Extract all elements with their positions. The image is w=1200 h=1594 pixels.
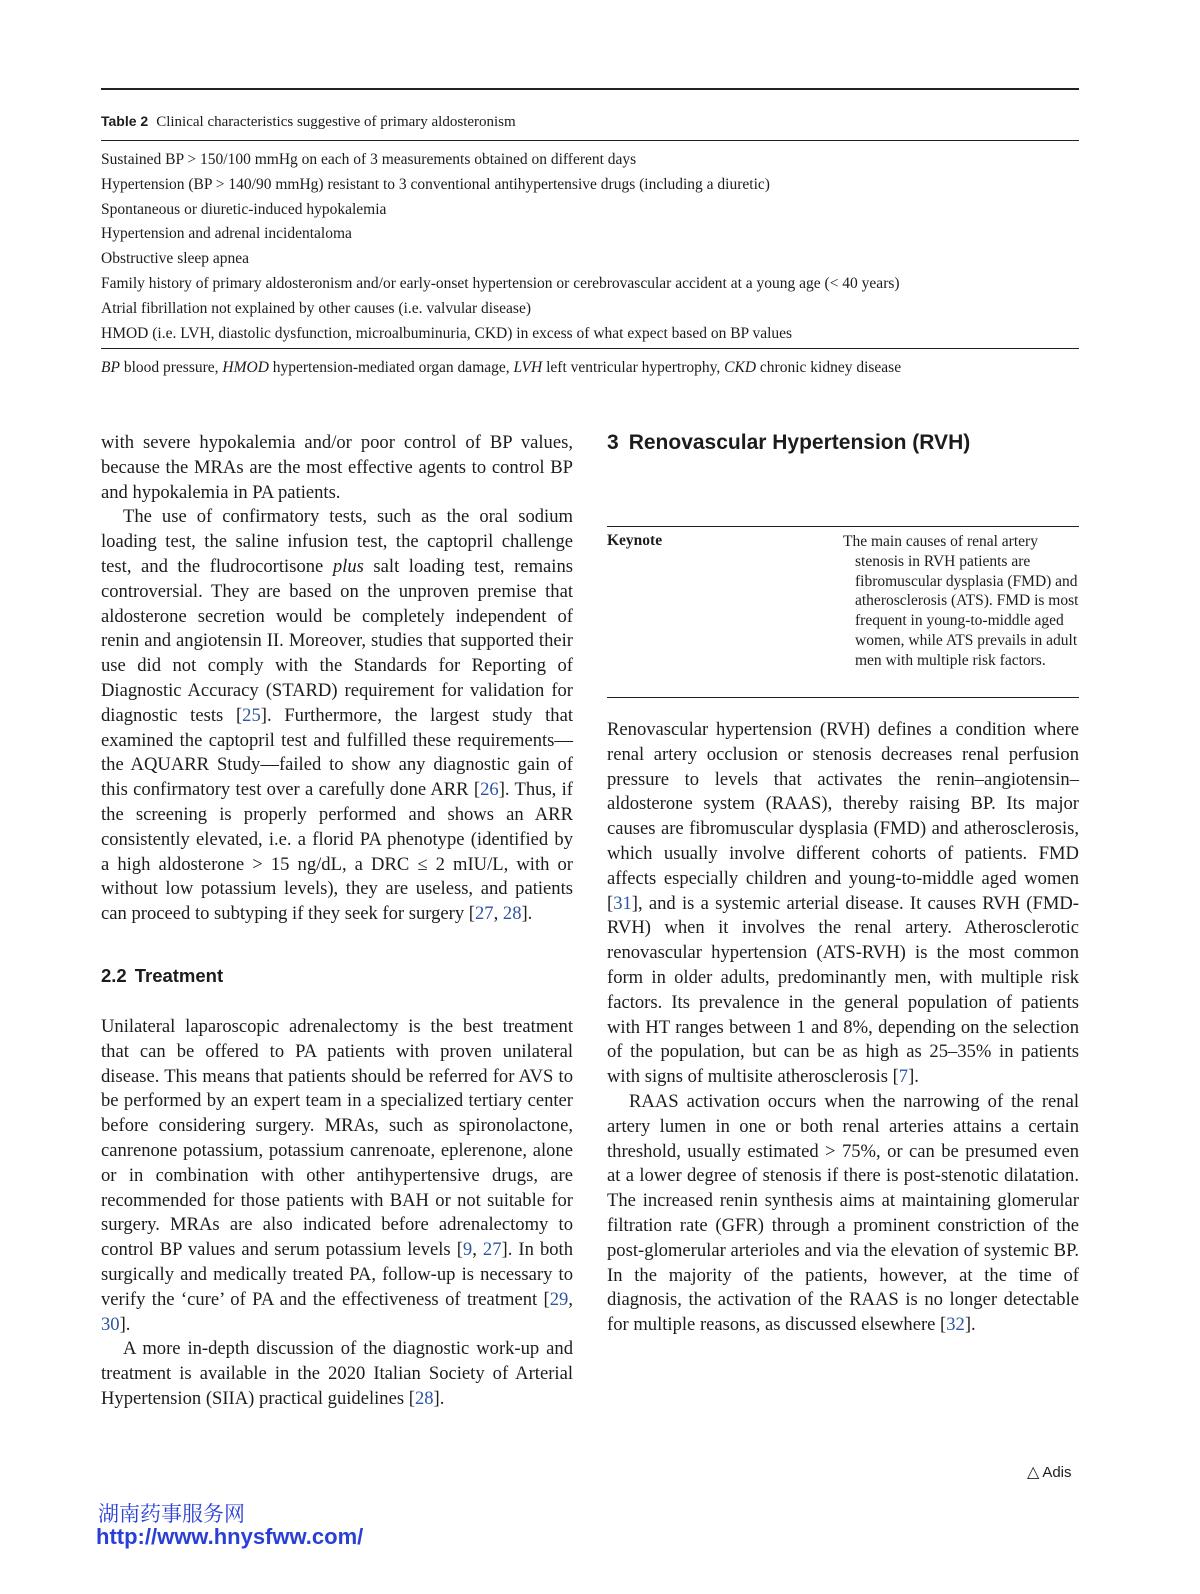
citation-link[interactable]: 26 bbox=[480, 779, 499, 801]
citation-link[interactable]: 7 bbox=[898, 1066, 909, 1088]
table-row: Hypertension (BP > 140/90 mmHg) resistant to 3 conventional antihypertensive drugs (including a diuretic) bbox=[101, 175, 770, 193]
paragraph: with severe hypokalemia and/or poor control of BP values, because the MRAs are the most effective agents to control BP and hypokalemia in PA patients. bbox=[101, 432, 573, 503]
section-heading-treatment: 2.2 Treatment bbox=[101, 965, 224, 986]
keynote-bottom-rule bbox=[607, 697, 1079, 698]
citation-link[interactable]: 32 bbox=[946, 1314, 965, 1336]
paragraph: RAAS activation occurs when the narrowing of the renal artery lumen in one or both renal arteries attains a certain threshold, usually estimated > 75%, or can be presumed even at a lower degree of stenosis if there is post-stenotic dilatation. The increased renin synthesis aims at maintaining glomerular filtration rate (GFR) through a prominent constriction of the post-glomerular arterioles and via the elevation of systemic BP. In the majority of the patients, however, at the time of diagnosis, the activation of the RAAS is no longer detectable for multiple reasons, as discussed elsewhere [32]. bbox=[607, 1090, 1079, 1336]
table-caption bbox=[101, 113, 516, 131]
keynote-text: The main causes of renal artery stenosis in RVH patients are fibromuscular dysplasia (FMD) and atherosclerosis (ATS). FMD is most frequent in young-to-middle aged women, while ATS prevails in adult men with multiple risk factors. bbox=[843, 533, 1079, 669]
table-top-rule bbox=[101, 88, 1079, 90]
table-row: Spontaneous or diuretic-induced hypokalemia bbox=[101, 200, 387, 218]
keynote-top-rule bbox=[607, 526, 1079, 527]
table-row: Hypertension and adrenal incidentaloma bbox=[101, 225, 352, 243]
publisher-logo bbox=[1027, 1462, 1072, 1482]
paragraph: A more in-depth discussion of the diagnostic work-up and treatment is available in the 2020 Italian Society of Arterial Hypertension (SIIA) practical guidelines [28]. bbox=[101, 1338, 573, 1409]
table-body bbox=[101, 148, 1079, 346]
citation-link[interactable]: 27 bbox=[475, 903, 494, 925]
section-heading-rvh: 3 Renovascular Hypertension (RVH) bbox=[607, 431, 971, 454]
right-column bbox=[607, 718, 1079, 1338]
watermark-url[interactable]: http://www.hnysfww.com/ bbox=[96, 1524, 364, 1549]
citation-link[interactable]: 28 bbox=[414, 1387, 434, 1409]
left-column-lower bbox=[101, 1015, 573, 1412]
adis-triangle-icon: △ bbox=[1027, 1464, 1040, 1481]
table-bottom-rule bbox=[101, 348, 1079, 349]
citation-link[interactable]: 30 bbox=[101, 1313, 120, 1335]
table-row: Family history of primary aldosteronism and/or early-onset hypertension or cerebrovascular accident at a young age (< 40 years) bbox=[101, 274, 900, 292]
table-row: HMOD (i.e. LVH, diastolic dysfunction, microalbuminuria, CKD) in excess of what expect based on BP values bbox=[101, 324, 793, 342]
citation-link[interactable]: 28 bbox=[502, 903, 522, 925]
table-footnote: BP blood pressure, HMOD hypertension-mediated organ damage, LVH left ventricular hypertrophy, CKD chronic kidney disease bbox=[101, 359, 902, 376]
citation-link[interactable]: 31 bbox=[613, 892, 632, 914]
citation-link[interactable]: 29 bbox=[549, 1288, 569, 1310]
table-label: Table 2 bbox=[101, 113, 149, 129]
watermark-chinese: 湖南药事服务网 bbox=[98, 1502, 245, 1526]
table-header-rule bbox=[101, 140, 1079, 141]
left-column bbox=[101, 431, 573, 927]
table-caption-text: Clinical characteristics suggestive of primary aldosteronism bbox=[156, 114, 516, 130]
table-row: Obstructive sleep apnea bbox=[101, 250, 250, 268]
paragraph: The use of confirmatory tests, such as the oral sodium loading test, the saline infusion test, the captopril challenge test, and the fludrocortisone plus salt loading test, remains controversial. They are based on the unproven premise that aldosterone secretion would be completely independent of renin and angiotensin II. Moreover, studies that supported their use did not comply with the Standards for Reporting of Diagnostic Accuracy (STARD) requirement for validation for diagnostic tests [25]. Furthermore, the largest study that examined the captopril test and fulfilled these requirements—the AQUARR Study—failed to show any diagnostic gain of this confirmatory test over a carefully done ARR [26]. Thus, if the screening is properly performed and shows an ARR consistently elevated, i.e. a florid PA phenotype (identified by a high aldosterone > 15 ng/dL, a DRC ≤ 2 mIU/L, with or without low potassium levels), they are useless, and patients can proceed to subtyping if they seek for surgery [27, 28]. bbox=[101, 506, 573, 925]
table-row: Atrial fibrillation not explained by other causes (i.e. valvular disease) bbox=[101, 299, 531, 317]
table-row: Sustained BP > 150/100 mmHg on each of 3 measurements obtained on different days bbox=[101, 151, 637, 168]
paragraph: Unilateral laparoscopic adrenalectomy is the best treatment that can be offered to PA patients with proven unilateral disease. This means that patients should be referred for AVS to be performed by an expert team in a specialized tertiary center before considering surgery. MRAs, such as spironolactone, canrenone potassium, potassium canrenoate, eplerenone, alone or in combination with other antihypertensive drugs, are recommended for those patients with BAH or not suitable for surgery. MRAs are also indicated before adrenalectomy to control BP values and serum potassium levels [9, 27]. In both surgically and medically treated PA, follow-up is necessary to verify the ‘cure’ of PA and the effectiveness of treatment [29, 30]. bbox=[101, 1016, 574, 1335]
publisher-name: Adis bbox=[1042, 1464, 1072, 1481]
citation-link[interactable]: 27 bbox=[482, 1239, 502, 1261]
citation-link[interactable]: 9 bbox=[462, 1239, 473, 1261]
citation-link[interactable]: 25 bbox=[242, 704, 261, 726]
paragraph: Renovascular hypertension (RVH) defines a condition where renal artery occlusion or stenosis decreases renal perfusion pressure to levels that activates the renin–angiotensin–aldosterone system (RAAS), thereby raising BP. Its major causes are fibromuscular dysplasia (FMD) and atherosclerosis, which usually involve different cohorts of patients. FMD affects especially children and young-to-middle aged women [31], and is a systemic arterial disease. It causes RVH (FMD-RVH) when it involves the renal artery. Atherosclerotic renovascular hypertension (ATS-RVH) is the most common form in older adults, predominantly men, with multiple risk factors. Its prevalence in the general population of patients with HT ranges between 1 and 8%, depending on the selection of the population, but can be as high as 25–35% in patients with signs of multisite atherosclerosis [7]. bbox=[607, 719, 1079, 1088]
keynote-label: Keynote bbox=[607, 532, 663, 549]
